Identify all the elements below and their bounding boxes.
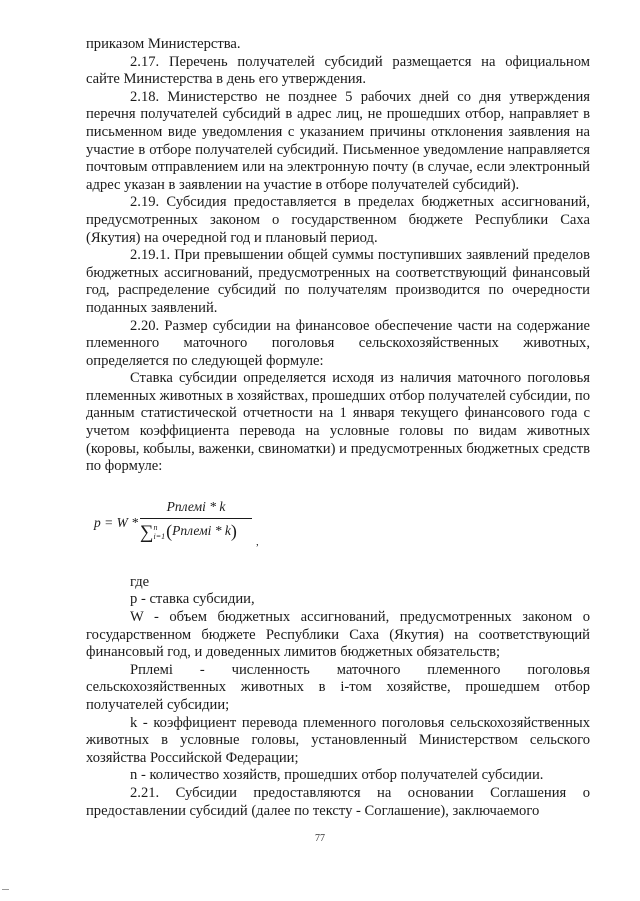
paragraph-2-17: 2.17. Перечень получателей субсидий размещается на официальном сайте Министерства в день его утверждения. [86,53,590,88]
scan-artifact [2,889,9,890]
paragraph-2-18: 2.18. Министерство не позднее 5 рабочих дней со дня утверждения перечня получателей субсидий в адрес лиц, не прошедших отбор, направляет в письменном виде уведомления с указанием причины отклонения заявления на участие в отборе получателей субсидий. Письменное уведомление направляется почтовым отправлением или на электронную почту (в случае, если электронный адрес указан в заявлении на участие в отборе получателей субсидий). [86,88,590,193]
denominator-term: Pплемі * k [172,522,231,538]
definition-n: n - количество хозяйств, прошедших отбор получателей субсидии. [130,767,544,784]
definition-k: k - коэффициент перевода племенного поголовья сельскохозяйственных животных в условные головы, установленный Министерством сельского хозяйства Российской Федерации; [86,714,590,766]
sum-lower-limit: i=1 [153,531,166,541]
paragraph-2-20: 2.20. Размер субсидии на финансовое обеспечение части на содержание племенного маточного поголовья сельскохозяйственных животных, определяется по следующей формуле: [86,317,590,369]
sum-limits [154,523,166,541]
paragraph-rate-definition: Ставка субсидии определяется исходя из наличия маточного поголовья племенных животных в хозяйствах, прошедших отбор получателей субсидии, по данным статистической отчетности на 1 января текущего финансового года с учетом коэффициента перевода на условные головы по видам животных (коровы, кобылы, важенки, свиноматки) и предусмотренных бюджетных средств по формуле: [86,370,590,475]
sum-symbol: ∑ [140,521,154,543]
definition-w: W - объем бюджетных ассигнований, предусмотренных законом о государственном бюджете Республики Саха (Якутия) на соответствующий финансовый год, и доведенных лимитов бюджетных обязательств; [86,609,590,661]
paragraph-2-19-1: 2.19.1. При превышении общей суммы поступивших заявлений пределов бюджетных ассигнований, предусмотренных на соответствующий финансовый год, распределение субсидий по получателям производится по очередности поданных заявлений. [86,247,590,316]
formula-denominator [140,522,237,542]
paragraph-continuation: приказом Министерства. [86,36,241,52]
paragraph-2-19: 2.19. Субсидия предоставляется в пределах бюджетных ассигнований, предусмотренных законом о государственном бюджете Республики Саха (Якутия) на очередной год и плановый период. [86,194,590,246]
page-number: 77 [315,833,325,844]
close-paren: ) [230,520,237,541]
open-paren: ( [166,520,173,541]
formula-numerator: Pплемі * k [166,498,226,514]
sum-upper-limit: n [153,522,158,532]
where-label: где [130,573,150,590]
formula-comma: , [256,535,259,548]
paragraph-2-21: 2.21. Субсидии предоставляются на основании Соглашения о предоставлении субсидий (далее по тексту - Соглашение), заключаемого [86,784,590,819]
definition-rplem: Pплемі - численность маточного племенного поголовья сельскохозяйственных животных в i-том хозяйстве, прошедшем отбор получателей субсидии; [86,661,590,713]
definition-p: p - ставка субсидии, [130,591,255,608]
fraction-bar [140,518,252,519]
subsidy-rate-formula [86,490,590,568]
document-page [86,36,590,820]
formula-lhs: p = W * [94,514,138,530]
